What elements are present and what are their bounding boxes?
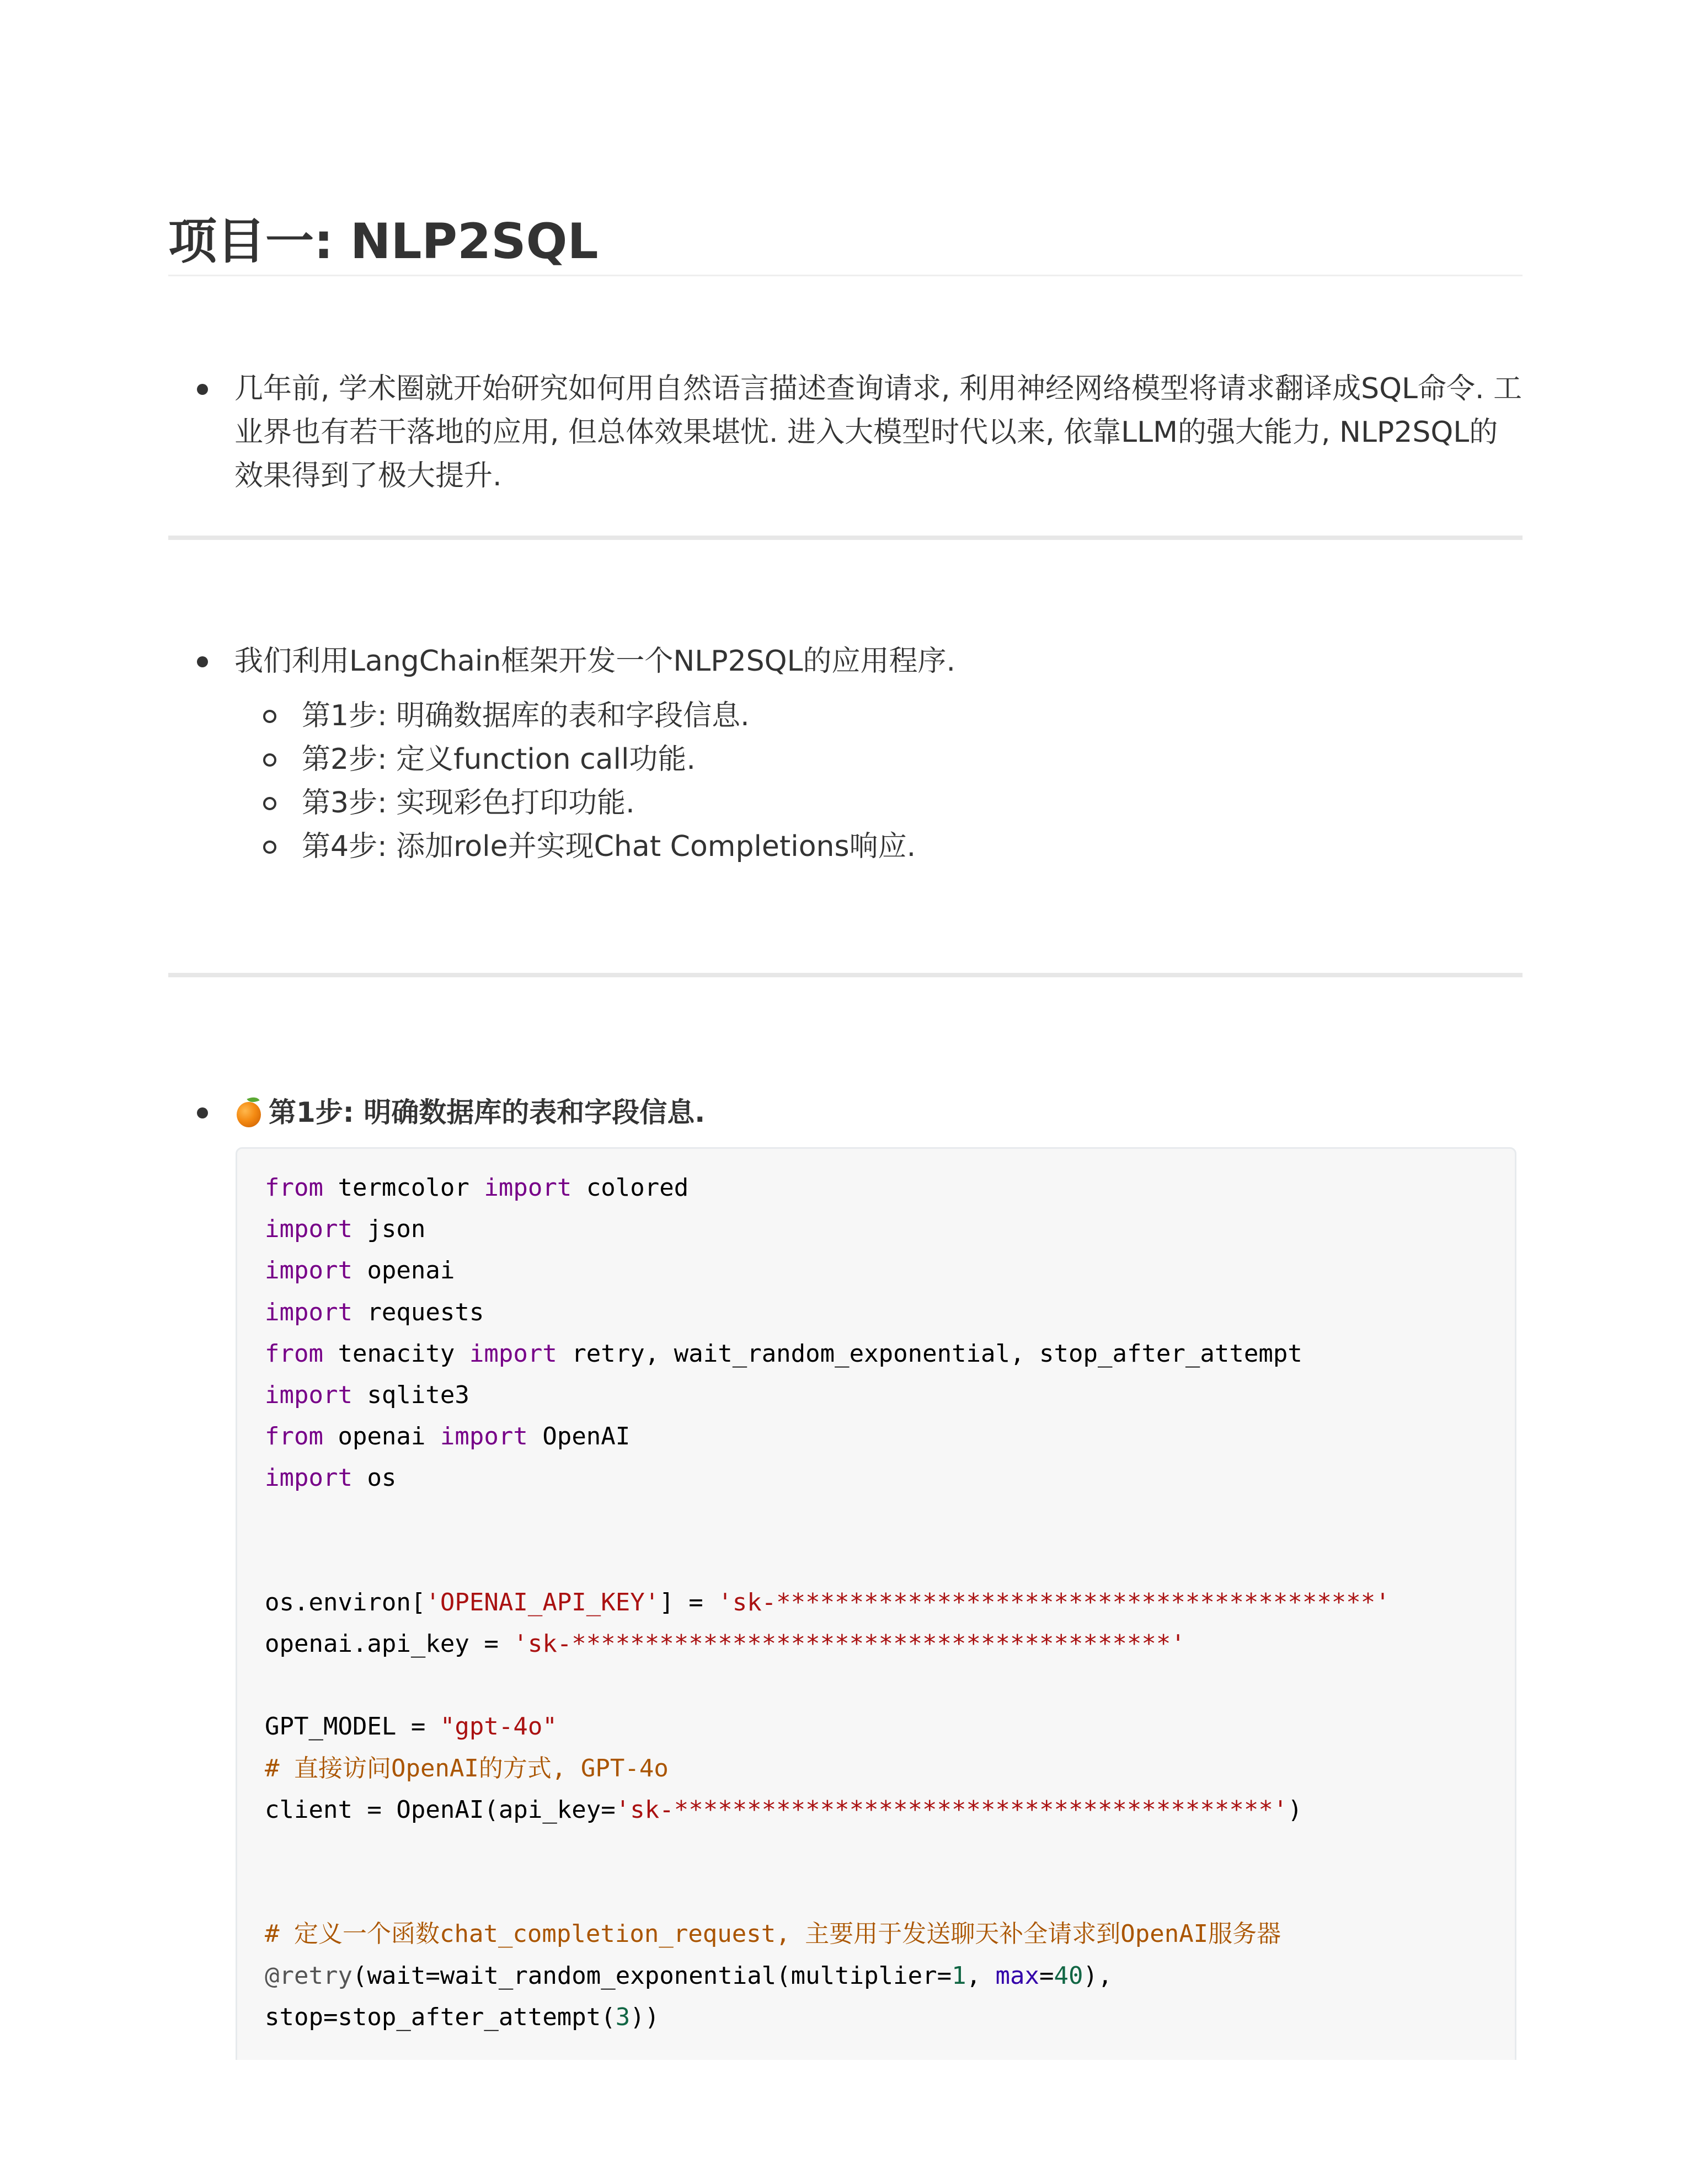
bullet-circle-icon bbox=[263, 710, 276, 723]
intro-item bbox=[168, 367, 1523, 498]
code-token-kw: import bbox=[469, 1339, 557, 1368]
code-token-kw: import bbox=[265, 1215, 352, 1244]
code-token-str: 'OPENAI_API_KEY' bbox=[425, 1588, 660, 1616]
code-token-kw: from bbox=[265, 1422, 323, 1451]
overview-list bbox=[168, 640, 1523, 869]
code-line bbox=[265, 1250, 1515, 1291]
overview-item bbox=[168, 640, 1523, 869]
code-line bbox=[265, 1706, 1515, 1747]
code-token: (wait=wait_random_exponential(multiplier= bbox=[352, 1961, 952, 1990]
code-token: tenacity bbox=[323, 1339, 469, 1368]
code-line bbox=[265, 1872, 1515, 1913]
step-label: 第3步: 实现彩色打印功能. bbox=[302, 786, 635, 820]
step1-list bbox=[168, 1091, 1523, 1134]
step-item bbox=[234, 781, 1523, 825]
code-token: openai bbox=[323, 1422, 440, 1451]
code-line bbox=[265, 1167, 1515, 1208]
code-line bbox=[265, 1955, 1515, 1996]
code-line bbox=[265, 1292, 1515, 1333]
step1-heading-text: 第1步: 明确数据库的表和字段信息. bbox=[269, 1096, 706, 1128]
code-line bbox=[265, 1457, 1515, 1498]
code-line bbox=[265, 1333, 1515, 1374]
orange-icon bbox=[234, 1096, 262, 1127]
code-token-cmt: # 定义一个函数chat_completion_request, 主要用于发送聊天补全请求到OpenAI服务器 bbox=[265, 1920, 1281, 1949]
step-item bbox=[234, 738, 1523, 781]
code-line bbox=[265, 1913, 1515, 1955]
step-label: 第1步: 明确数据库的表和字段信息. bbox=[302, 699, 750, 732]
step-item bbox=[234, 825, 1523, 869]
code-line bbox=[265, 1664, 1515, 1706]
code-token: stop=stop_after_attempt( bbox=[265, 2003, 616, 2031]
code-token-kw: from bbox=[265, 1339, 323, 1368]
code-token: openai.api_key = bbox=[265, 1630, 514, 1658]
code-line bbox=[265, 1623, 1515, 1664]
code-token-meta: @retry bbox=[265, 1961, 352, 1990]
code-line bbox=[265, 1996, 1515, 2038]
code-line bbox=[265, 1374, 1515, 1416]
section-divider bbox=[168, 973, 1523, 977]
code-token: termcolor bbox=[323, 1174, 484, 1202]
overview-text: 我们利用LangChain框架开发一个NLP2SQL的应用程序. bbox=[234, 645, 956, 678]
code-token-kw: import bbox=[484, 1174, 572, 1202]
code-token: , bbox=[966, 1961, 996, 1990]
code-token-num: 40 bbox=[1054, 1961, 1083, 1990]
code-token: GPT_MODEL = bbox=[265, 1712, 440, 1741]
bullet-disc-icon bbox=[197, 384, 208, 395]
step-item bbox=[234, 694, 1523, 738]
steps-list bbox=[234, 694, 1523, 869]
code-line bbox=[265, 1582, 1515, 1623]
code-content bbox=[237, 1149, 1515, 2038]
code-token: OpenAI bbox=[527, 1422, 631, 1451]
code-token-str: 'sk-*****************************************' bbox=[513, 1630, 1185, 1658]
code-block[interactable] bbox=[236, 1147, 1516, 2060]
code-token: ), bbox=[1083, 1961, 1113, 1990]
python-code bbox=[265, 1167, 1515, 2038]
bullet-disc-icon bbox=[197, 656, 208, 667]
code-token: )) bbox=[630, 2003, 660, 2031]
code-token-kw: import bbox=[265, 1464, 352, 1492]
bullet-circle-icon bbox=[263, 753, 276, 767]
code-token-num: 3 bbox=[615, 2003, 631, 2031]
step-label: 第2步: 定义function call功能. bbox=[302, 743, 696, 776]
code-token: requests bbox=[352, 1298, 484, 1326]
section-divider bbox=[168, 536, 1523, 540]
code-line bbox=[265, 1789, 1515, 1830]
code-line bbox=[265, 1748, 1515, 1789]
code-token: = bbox=[1039, 1961, 1054, 1990]
intro-text: 几年前, 学术圈就开始研究如何用自然语言描述查询请求, 利用神经网络模型将请求翻译成SQL命令. 工业界也有若干落地的应用, 但总体效果堪忧. 进入大模型时代以来, 依靠LLM的强大能力, NLP2SQL的效果得到了极大提升. bbox=[234, 372, 1523, 493]
bullet-circle-icon bbox=[263, 841, 276, 854]
code-token: client = OpenAI(api_key= bbox=[265, 1795, 616, 1824]
step1-heading bbox=[234, 1096, 705, 1128]
code-token-kw: import bbox=[265, 1298, 352, 1326]
code-token-str: "gpt-4o" bbox=[440, 1712, 557, 1741]
code-token-builtin: max bbox=[995, 1961, 1040, 1990]
code-line bbox=[265, 1208, 1515, 1250]
step1-item bbox=[168, 1091, 1523, 1134]
page-title: 项目一: NLP2SQL bbox=[168, 208, 1523, 276]
code-token: os bbox=[352, 1464, 397, 1492]
code-token: os.environ[ bbox=[265, 1588, 426, 1616]
code-token-kw: import bbox=[440, 1422, 528, 1451]
code-token-kw: import bbox=[265, 1256, 352, 1285]
code-token-kw: import bbox=[265, 1380, 352, 1409]
bullet-disc-icon bbox=[197, 1107, 208, 1118]
code-token: retry, wait_random_exponential, stop_after_attempt bbox=[557, 1339, 1302, 1368]
code-line bbox=[265, 1416, 1515, 1457]
intro-list bbox=[168, 367, 1523, 498]
code-token: json bbox=[352, 1215, 426, 1244]
code-line bbox=[265, 1540, 1515, 1582]
code-token: sqlite3 bbox=[352, 1380, 469, 1409]
code-token-str: 'sk-*****************************************' bbox=[615, 1795, 1288, 1824]
code-token-num: 1 bbox=[952, 1961, 966, 1990]
code-token: ) bbox=[1288, 1795, 1302, 1824]
bullet-circle-icon bbox=[263, 797, 276, 810]
code-token-kw: from bbox=[265, 1174, 323, 1202]
code-line bbox=[265, 1830, 1515, 1872]
code-token-str: 'sk-*****************************************' bbox=[718, 1588, 1390, 1616]
code-token-cmt: # 直接访问OpenAI的方式, GPT-4o bbox=[265, 1754, 669, 1782]
code-token: openai bbox=[352, 1256, 455, 1285]
code-line bbox=[265, 1499, 1515, 1540]
code-token: ] = bbox=[659, 1588, 718, 1616]
code-token: colored bbox=[571, 1174, 689, 1202]
step-label: 第4步: 添加role并实现Chat Completions响应. bbox=[302, 830, 916, 863]
